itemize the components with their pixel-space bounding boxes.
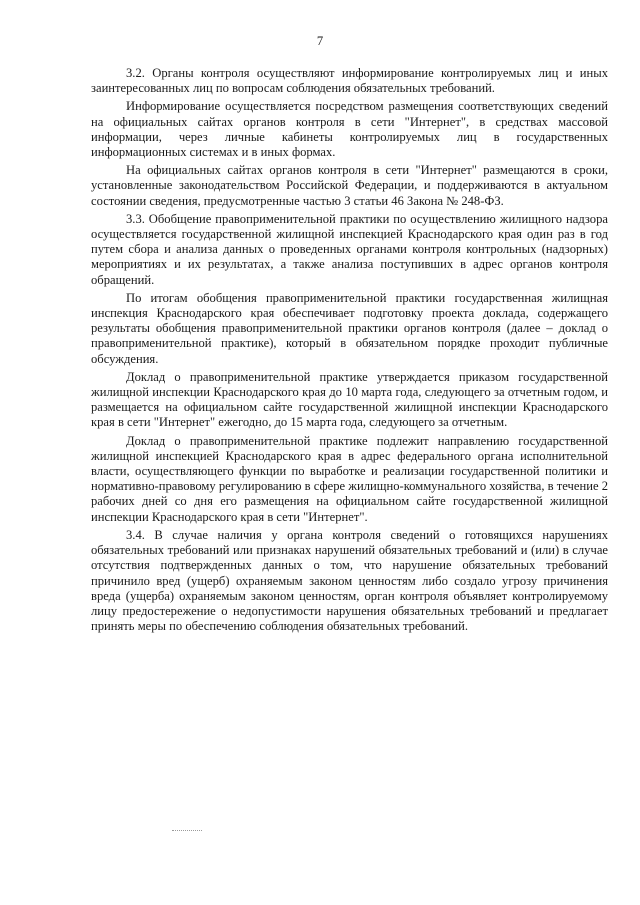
document-body [91, 66, 608, 637]
paragraph-generalization-results: По итогам обобщения правоприменительной практики государственная жилищная инспекция Краснодарского края обеспечивает подготовку проекта доклада, содержащего результаты обобщения правоприменительной практики органов контроля (далее – доклад о правоприменительной практике), который в обязательном порядке проходит публичные обсуждения. [91, 290, 608, 366]
paragraph-informing: Информирование осуществляется посредством размещения соответствующих сведений на официальных сайтах органов контроля в сети "Интернет", в средствах массовой информации, через личные кабинеты контролируемых лиц в государственных информационных системах и в иных формах. [91, 99, 608, 160]
paragraph-official-sites: На официальных сайтах органов контроля в сети "Интернет" размещаются в сроки, установленные законодательством Российской Федерации, и поддерживаются в актуальном состоянии сведения, предусмотренные частью 3 статьи 46 Закона № 248-ФЗ. [91, 163, 608, 208]
scan-artifact [172, 830, 202, 833]
paragraph-3-3: 3.3. Обобщение правоприменительной практики по осуществлению жилищного надзора осуществляется государственной жилищной инспекцией Краснодарского края один раз в год путем сбора и анализа данных о проведенных органами контроля контрольных (надзорных) мероприятиях и их результатах, а также анализа поступивших в адрес органов контроля обращений. [91, 211, 608, 287]
paragraph-report-approval: Доклад о правоприменительной практике утверждается приказом государственной жилищной инспекции Краснодарского края до 10 марта года, следующего за отчетным годом, и размещается на официальном сайте государственной жилищной инспекции Краснодарского края в сети "Интернет" ежегодно, до 15 марта года, следующего за отчетным. [91, 369, 608, 430]
paragraph-3-2: 3.2. Органы контроля осуществляют информирование контролируемых лиц и иных заинтересованных лиц по вопросам соблюдения обязательных требований. [91, 66, 608, 96]
paragraph-3-4: 3.4. В случае наличия у органа контроля сведений о готовящихся нарушениях обязательных требований или признаках нарушений обязательных требований и (или) в случае отсутствия подтвержденных данных о том, что нарушение обязательных требований причинило вред (ущерб) охраняемым законом ценностям либо создало угрозу причинения вреда (ущерба) охраняемым законом ценностям, орган контроля объявляет контролируемому лицу предостережение о недопустимости нарушения обязательных требований и предлагает принять меры по обеспечению соблюдения обязательных требований. [91, 527, 608, 634]
page-number: 7 [316, 34, 324, 48]
paragraph-report-submission: Доклад о правоприменительной практике подлежит направлению государственной жилищной инспекцией Краснодарского края в адрес федерального органа исполнительной власти, осуществляющего функции по выработке и реализации государственной политики и нормативно-правовому регулированию в сфере жилищно-коммунального хозяйства, в течение 2 рабочих дней со дня его размещения на официальном сайте государственной жилищной инспекции Краснодарского края в сети "Интернет". [91, 433, 608, 524]
